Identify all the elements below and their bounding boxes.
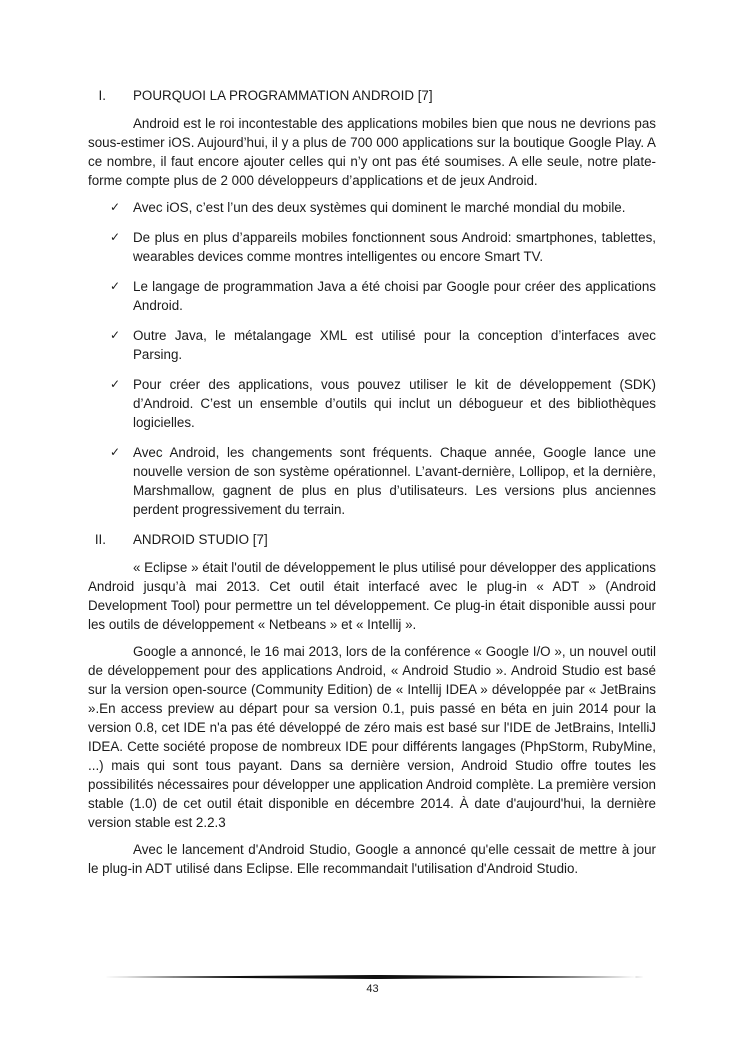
section-number: II. xyxy=(94,532,106,547)
list-item xyxy=(88,228,656,266)
list-item xyxy=(88,277,656,315)
list-item xyxy=(88,443,656,519)
check-mark-icon: ✓ xyxy=(110,445,121,459)
check-mark-icon: ✓ xyxy=(110,230,121,244)
footer-divider xyxy=(104,975,644,979)
page-number: 43 xyxy=(366,983,379,995)
list-item-text: Avec Android, les changements sont fréquents. Chaque année, Google lance une nouvelle version de son système opérationnel. L’avant-dernière, Lollipop, et la dernière, Marshmallow, gagnent de plus en plus d’utilisateurs. Les versions plus anciennes perdent progressivement du terrain. xyxy=(133,445,656,517)
list-item xyxy=(88,375,656,432)
list-item-text: Outre Java, le métalangage XML est utilisé pour la conception d’interfaces avec Parsing. xyxy=(133,328,656,362)
page-content xyxy=(88,86,656,886)
section-heading-2 xyxy=(88,530,656,550)
check-mark-icon: ✓ xyxy=(110,279,121,293)
list-item-text: Le langage de programmation Java a été choisi par Google pour créer des applications Android. xyxy=(133,279,656,313)
paragraph: Android est le roi incontestable des applications mobiles bien que nous ne devrions pas sous-estimer iOS. Aujourd’hui, il y a plus de 700 000 applications sur la boutique Google Play. A ce nombre, il faut encore ajouter celles qui n’y ont pas été soumises. A elle seule, notre plate-forme compte plus de 2 000 développeurs d’applications et de jeux Android. xyxy=(88,116,656,188)
section-title: POURQUOI LA PROGRAMMATION ANDROID [7] xyxy=(133,88,433,103)
list-item-text: De plus en plus d’appareils mobiles fonctionnent sous Android: smartphones, tablettes, wearables devices comme montres intelligentes ou encore Smart TV. xyxy=(133,230,656,264)
section-heading-1 xyxy=(88,86,656,106)
paragraph: Google a annoncé, le 16 mai 2013, lors de la conférence « Google I/O », un nouvel outil de développement pour des applications Android, « Android Studio ». Android Studio est basé sur la version open-source (Community Edition) de « Intellij IDEA » développée par « JetBrains ».En access preview au départ pour sa version 0.1, puis passé en béta en juin 2014 pour la version 0.8, cet IDE n'a pas été développé de zéro mais est basé sur l'IDE de JetBrains, IntelliJ IDEA. Cette société propose de nombreux IDE pour différents langages (PhpStorm, RubyMine, ...) mais qui sont tous payant. Dans sa dernière version, Android Studio offre toutes les possibilités nécessaires pour développer une application Android complète. La première version stable (1.0) de cet outil était disponible en décembre 2014. À date d'aujourd'hui, la dernière version stable est 2.2.3 xyxy=(88,644,656,830)
check-mark-icon: ✓ xyxy=(110,377,121,391)
list-item-text: Pour créer des applications, vous pouvez utiliser le kit de développement (SDK) d’Android. C’est un ensemble d’outils qui inclut un débogueur et des bibliothèques logicielles. xyxy=(133,377,656,430)
section-title: ANDROID STUDIO [7] xyxy=(133,532,268,547)
list-item-text: Avec iOS, c’est l’un des deux systèmes qui dominent le marché mondial du mobile. xyxy=(133,200,626,215)
check-mark-icon: ✓ xyxy=(110,200,121,214)
check-mark-icon: ✓ xyxy=(110,328,121,342)
checklist xyxy=(88,198,656,519)
paragraph: « Eclipse » était l'outil de développement le plus utilisé pour développer des applications Android jusqu’à mai 2013. Cet outil était interfacé avec le plug-in « ADT » (Android Development Tool) pour permettre un tel développement. Ce plug-in était disponible aussi pour les outils de développement « Netbeans » et « Intellij ». xyxy=(88,560,656,632)
list-item xyxy=(88,326,656,364)
section-number: I. xyxy=(98,88,106,103)
list-item xyxy=(88,198,656,217)
paragraph: Avec le lancement d'Android Studio, Google a annoncé qu'elle cessait de mettre à jour le plug-in ADT utilisé dans Eclipse. Elle recommandait l'utilisation d'Android Studio. xyxy=(88,842,656,876)
